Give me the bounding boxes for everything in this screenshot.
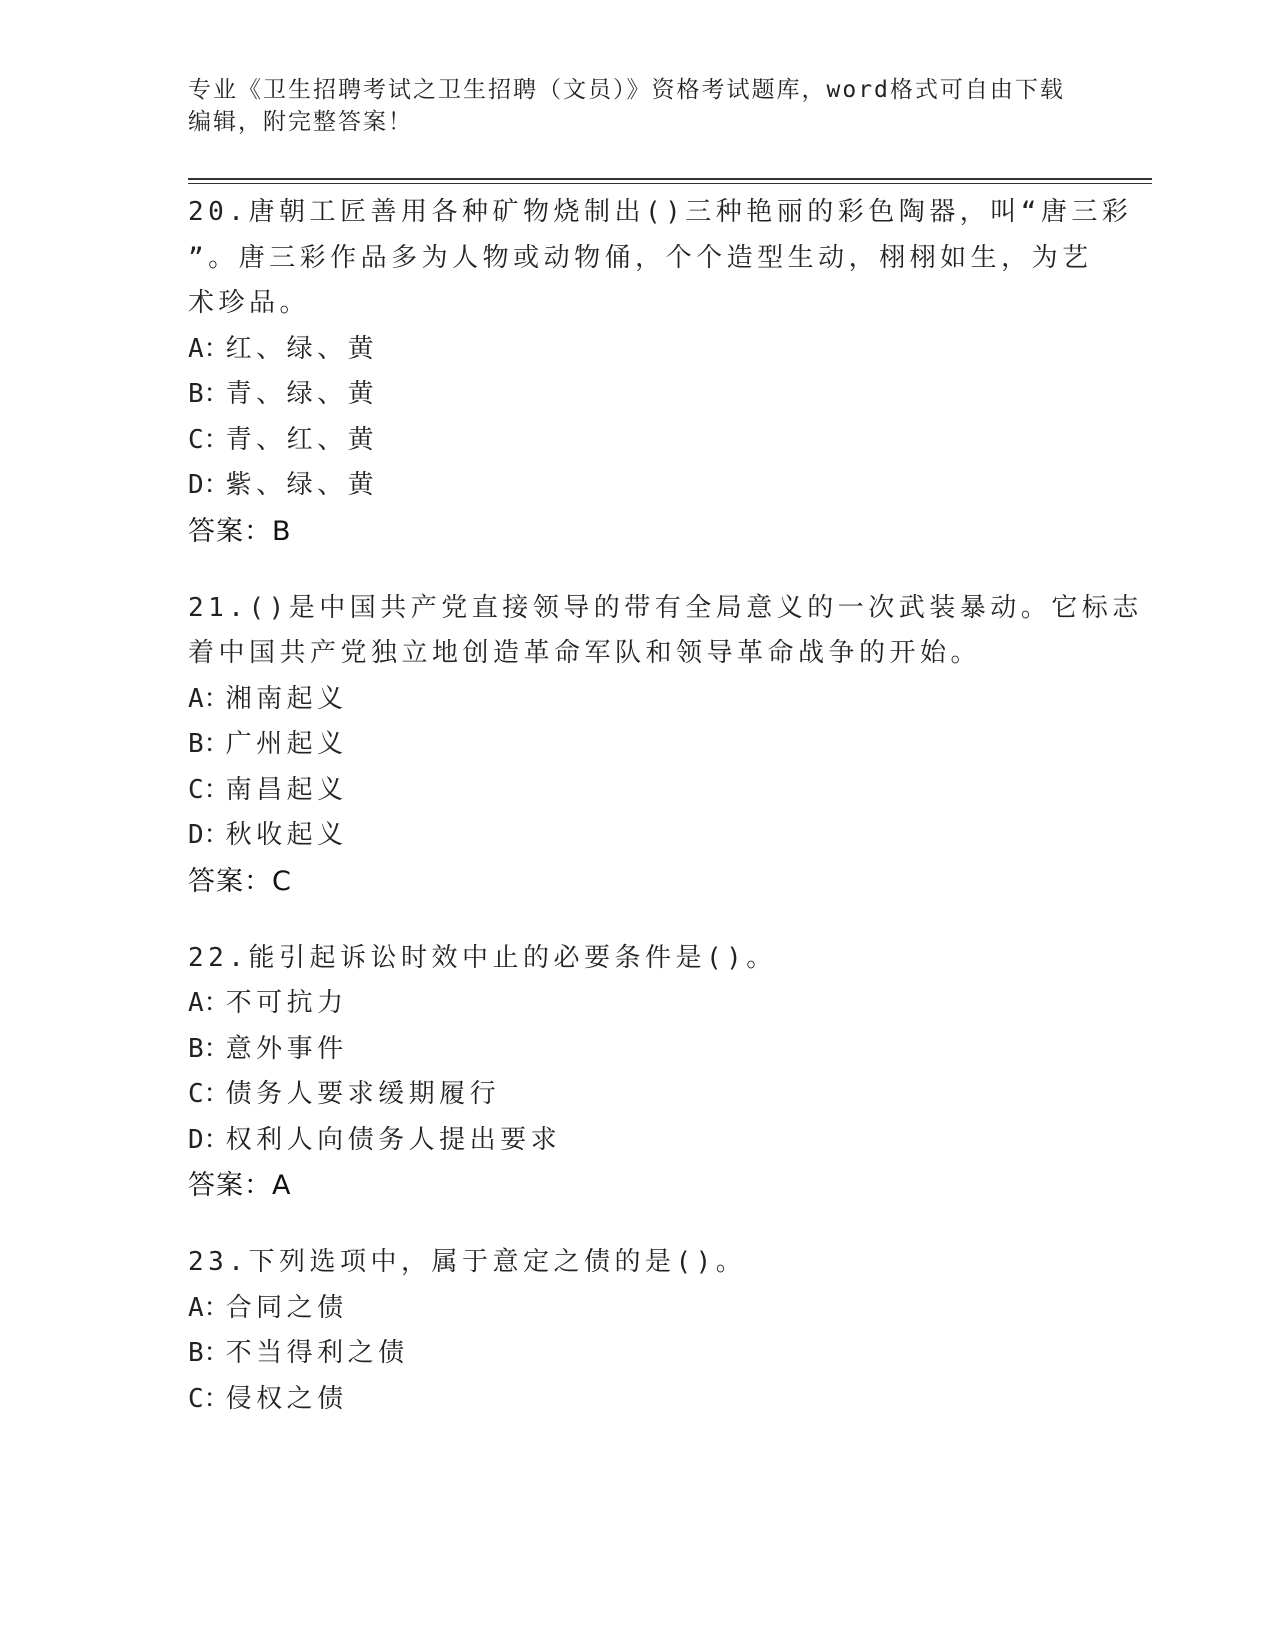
question-stem-line: 着中国共产党独立地创造革命军队和领导革命战争的开始。 [188, 638, 982, 668]
option-d [188, 463, 1088, 509]
option-separator: ： [203, 988, 230, 1018]
option-separator: ： [203, 729, 230, 759]
option-separator: ： [203, 1338, 230, 1368]
header-divider-thick [188, 178, 1152, 180]
answer-line: 答案：B [188, 515, 292, 547]
option-separator: ： [203, 1079, 230, 1109]
option-text: 青、绿、黄 [225, 379, 379, 409]
option-key: C [188, 1383, 204, 1414]
option-text: 权利人向债务人提出要求 [225, 1124, 562, 1155]
option-separator: ： [203, 333, 230, 364]
option-key: A [188, 988, 204, 1018]
option-text: 不当得利之债 [225, 1338, 409, 1368]
question-list [188, 190, 1143, 1454]
question-22 [188, 936, 1088, 1209]
option-a [188, 327, 1088, 373]
option-key: C [188, 774, 204, 805]
option-b [188, 1027, 1088, 1073]
option-separator: ： [203, 683, 230, 714]
option-separator: ： [203, 379, 230, 409]
option-key: D [188, 470, 204, 500]
option-separator: ： [203, 1033, 230, 1064]
option-text: 湘南起义 [225, 683, 348, 714]
option-a [188, 981, 1088, 1027]
option-key: A [188, 683, 204, 714]
option-key: B [188, 379, 204, 409]
option-text: 意外事件 [225, 1033, 348, 1064]
option-text: 广州起义 [225, 729, 348, 759]
option-key: A [188, 1292, 204, 1323]
option-b [188, 1331, 1088, 1377]
option-a [188, 677, 1088, 723]
question-stem [188, 586, 1143, 677]
question-stem-line: 21.()是中国共产党直接领导的带有全局意义的一次武装暴动。它标志 [188, 592, 1143, 623]
option-separator: ： [203, 1124, 230, 1155]
option-d [188, 1118, 1088, 1164]
option-text: 不可抗力 [225, 988, 348, 1018]
option-text: 红、绿、黄 [225, 333, 379, 364]
question-20 [188, 190, 1133, 554]
option-b [188, 372, 1088, 418]
option-key: D [188, 820, 204, 850]
option-key: B [188, 1033, 204, 1064]
option-key: C [188, 424, 204, 455]
option-key: D [188, 1124, 204, 1155]
option-a [188, 1286, 1088, 1332]
option-c [188, 418, 1088, 464]
option-separator: ： [203, 774, 230, 805]
header-divider-thin [188, 183, 1152, 184]
option-text: 紫、绿、黄 [225, 470, 379, 500]
question-stem-line: 23.下列选项中，属于意定之债的是()。 [188, 1247, 747, 1277]
question-stem-line: 术珍品。 [188, 288, 311, 318]
option-d [188, 813, 1088, 859]
answer-line: 答案：A [188, 1170, 292, 1201]
option-text: 侵权之债 [225, 1383, 348, 1414]
question-stem [188, 936, 1088, 982]
option-text: 债务人要求缓期履行 [225, 1079, 501, 1109]
option-key: B [188, 1338, 204, 1368]
option-text: 南昌起义 [225, 774, 348, 805]
option-separator: ： [203, 424, 230, 455]
option-c [188, 768, 1088, 814]
document-header [188, 74, 1068, 138]
option-text: 合同之债 [225, 1292, 348, 1323]
question-stem-line: 20.唐朝工匠善用各种矿物烧制出()三种艳丽的彩色陶器，叫“唐三彩 [188, 197, 1133, 227]
option-key: B [188, 729, 204, 759]
question-23 [188, 1240, 1088, 1422]
option-key: A [188, 333, 204, 364]
question-stem-line: ”。唐三彩作品多为人物或动物俑，个个造型生动，栩栩如生，为艺 [188, 242, 1093, 273]
option-separator: ： [203, 1292, 230, 1323]
question-21 [188, 586, 1143, 904]
header-line-2: 编辑，附完整答案！ [188, 109, 413, 135]
option-separator: ： [203, 470, 230, 500]
option-text: 青、红、黄 [225, 424, 379, 455]
option-text: 秋收起义 [225, 820, 348, 850]
option-c [188, 1377, 1088, 1423]
question-stem [188, 1240, 1088, 1286]
option-separator: ： [203, 820, 230, 850]
option-c [188, 1072, 1088, 1118]
option-key: C [188, 1079, 204, 1109]
option-separator: ： [203, 1383, 230, 1414]
answer-line: 答案：C [188, 865, 292, 897]
header-line-1: 专业《卫生招聘考试之卫生招聘（文员）》资格考试题库，word格式可自由下载 [188, 77, 1065, 103]
option-b [188, 722, 1088, 768]
question-stem-line: 22.能引起诉讼时效中止的必要条件是()。 [188, 942, 777, 973]
question-stem [188, 190, 1133, 327]
